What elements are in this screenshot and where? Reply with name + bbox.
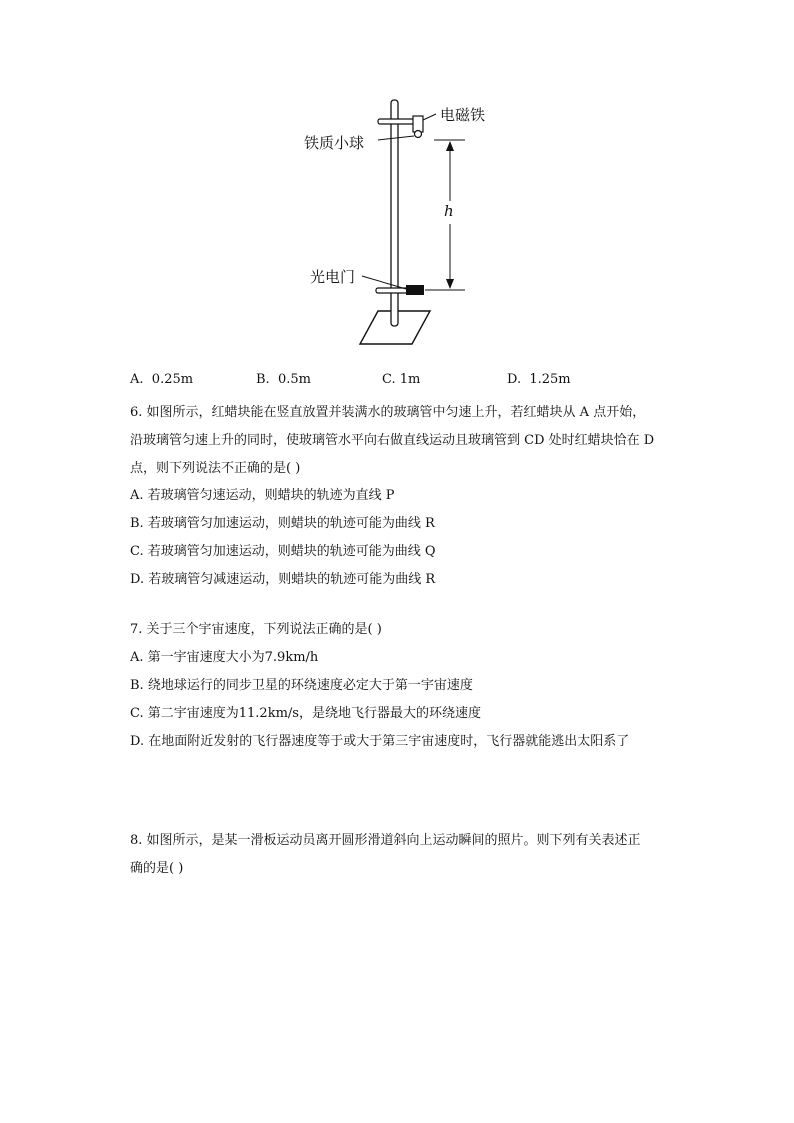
gate-leader	[362, 276, 406, 289]
option-text: 1m	[399, 372, 421, 387]
q6-stem-line-3: 点，则下列说法不正确的是( )	[130, 461, 301, 476]
option-text: 1.25m	[529, 372, 571, 387]
q7-option-b[interactable]: B. 绕地球运行的同步卫星的环绕速度必定大于第一宇宙速度	[130, 678, 473, 693]
q6-stem-line-1: 6. 如图所示，红蜡块能在竖直放置并装满水的玻璃管中匀速上升，若红蜡块从 A 点开始，	[130, 405, 646, 420]
q6-option-d[interactable]: D. 若玻璃管匀减速运动，则蜡块的轨迹可能为曲线 R	[130, 572, 436, 587]
apparatus-figure	[290, 96, 510, 358]
label-electromagnet: 电磁铁	[440, 106, 486, 124]
photogate-body	[406, 285, 424, 295]
option-letter: B.	[256, 372, 270, 387]
option-letter: D.	[507, 372, 522, 387]
electromagnet-body	[413, 116, 423, 132]
magnet-leader	[423, 114, 436, 120]
iron-ball	[415, 131, 422, 138]
q5-option-d[interactable]	[507, 372, 571, 387]
q5-option-c[interactable]	[382, 372, 420, 387]
q7-option-c[interactable]: C. 第二宇宙速度为11.2km/s，是绕地飞行器最大的环绕速度	[130, 706, 481, 721]
q5-options	[130, 372, 690, 392]
q5-option-a[interactable]	[130, 372, 193, 387]
q7-option-a[interactable]: A. 第一宇宙速度大小为7.9km/h	[130, 650, 319, 665]
dim-arrow-up	[446, 141, 454, 151]
q7-stem: 7. 关于三个宇宙速度，下列说法正确的是( )	[130, 622, 382, 637]
label-iron-ball: 铁质小球	[304, 134, 365, 152]
q8-stem-line-2: 确的是( )	[130, 861, 184, 876]
q6-stem-line-2: 沿玻璃管匀速上升的同时，使玻璃管水平向右做直线运动且玻璃管到 CD 处时红蜡块恰在 D	[130, 433, 655, 448]
q6-option-a[interactable]: A. 若玻璃管匀速运动，则蜡块的轨迹为直线 P	[130, 488, 395, 503]
q7-option-d[interactable]: D. 在地面附近发射的飞行器速度等于或大于第三宇宙速度时，飞行器就能逃出太阳系了	[130, 734, 630, 749]
option-letter: A.	[130, 372, 144, 387]
label-height-h: h	[444, 202, 454, 220]
dim-arrow-down	[446, 279, 454, 289]
label-photogate: 光电门	[310, 268, 356, 286]
option-letter: C.	[382, 372, 396, 387]
q6-option-b[interactable]: B. 若玻璃管匀加速运动，则蜡块的轨迹可能为曲线 R	[130, 516, 435, 531]
option-text: 0.5m	[277, 372, 311, 387]
q6-option-c[interactable]: C. 若玻璃管匀加速运动，则蜡块的轨迹可能为曲线 Q	[130, 544, 436, 559]
q5-option-b[interactable]	[256, 372, 311, 387]
option-text: 0.25m	[151, 372, 194, 387]
q8-stem-line-1: 8. 如图所示，是某一滑板运动员离开圆形滑道斜向上运动瞬间的照片。则下列有关表述正	[130, 833, 641, 848]
